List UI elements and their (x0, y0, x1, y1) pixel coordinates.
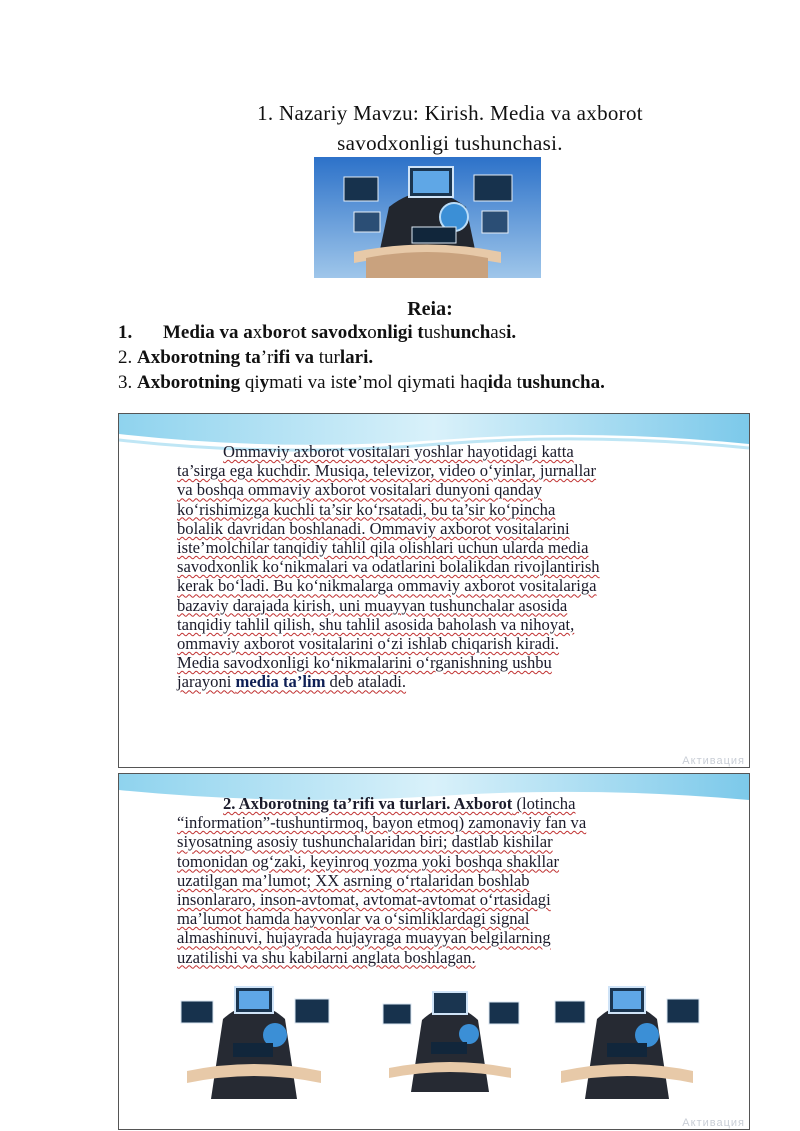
text-segment: t (417, 322, 424, 343)
slide-1-line: va boshqa ommaviy axborot vositalari dunyoni qanday (177, 480, 542, 500)
text-segment: bor (262, 322, 291, 343)
media-technology-illustration-icon (314, 157, 541, 278)
text-segment: savodx (311, 322, 368, 343)
slide-2-line: almashinuvi, hujayrada hujayraga muayyan belgilarning (177, 928, 551, 948)
watermark: Активация (682, 1117, 745, 1129)
text-segment: x (252, 322, 263, 343)
thumbnail-image-3 (547, 979, 707, 1099)
slide-2-line: uzatilishi va shu kabilarni anglata boshlagan. (177, 947, 476, 967)
text-segment: nligi (376, 322, 418, 343)
text-segment: ’ (260, 347, 268, 368)
text-segment: Axborotning (137, 372, 245, 393)
slide-2-line: ma’lumot hamda hayvonlar va o‘simliklardagi signal (177, 909, 530, 929)
text-segment: deb ataladi. (325, 672, 407, 692)
text-segment: o (290, 322, 301, 343)
text-segment: lari. (339, 347, 374, 368)
plan-list (118, 320, 758, 395)
media-technology-thumb-icon (547, 979, 707, 1099)
text-segment: t (300, 322, 312, 343)
text-segment: (lotincha (512, 794, 576, 813)
text-segment: mati va ist (269, 372, 349, 393)
slide-2-line: “information”-tushuntirmoq, bayon etmoq) zamonaviy fan va (177, 813, 587, 833)
text-segment: a t (503, 372, 522, 393)
plan-item-text (163, 322, 516, 343)
slide-1-line: Ommaviy axborot vositalari yoshlar hayotidagi katta (223, 442, 574, 461)
text-segment: jarayoni (177, 672, 236, 692)
plan-item-text (137, 372, 605, 393)
document-title (0, 98, 800, 158)
slide-1-last-line (177, 672, 737, 691)
slide-2-line: siyosatning asosiy tushunchalaridan biri; dastlab kishilar (177, 832, 553, 852)
text-segment: tur (318, 347, 340, 368)
title-line-1: 1. Nazariy Mavzu: Kirish. Media va axborot (257, 101, 643, 125)
slide-1-line: iste’molchilar tanqidiy tahlil qila olishlari uchun ularda media (177, 538, 589, 558)
slide-2-text (177, 794, 737, 967)
slide-2-line (177, 794, 737, 813)
text-segment: ushuncha. (521, 372, 605, 393)
plan-item-1 (118, 320, 758, 345)
plan-heading: Reia: (407, 298, 453, 320)
text-segment: unch (450, 322, 491, 343)
plan-item-number: 1. (118, 322, 133, 343)
slide-2-line: insonlararo, inson-avtomat, avtomat-avtomat o‘rtasidagi (177, 890, 551, 910)
slide-1-line: savodxonlik ko‘nikmalari va odatlarini bolalikdan rivojlantirish (177, 557, 600, 577)
plan-item-number: 3. (118, 372, 133, 393)
media-technology-thumb-icon (375, 984, 525, 1092)
term-media-talim: media ta’lim (235, 672, 326, 692)
thumbnail-image-2 (375, 984, 525, 1092)
slide-2-heading: 2. Axborotning ta’rifi va turlari. Axborot (223, 794, 513, 813)
slide-1-line: tanqidiy tahlil qilish, shu tahlil asosida baholash va nihoyat, (177, 614, 575, 634)
text-segment: qi (244, 372, 260, 393)
text-segment: ush (423, 322, 451, 343)
slide-1-line: ko‘rishimizga kuchli ta’sir ko‘rsatadi, bu ta’sir ko‘pincha (177, 499, 556, 519)
slide-media-literacy (118, 413, 750, 768)
slide-1-text (177, 442, 737, 692)
slide-2-line: tomonidan og‘zaki, keyinroq yozma yoki boshqa shakllar (177, 851, 560, 871)
title-line-2: savodxonligi tushunchasi. (337, 131, 563, 155)
text-segment: y (259, 372, 270, 393)
text-segment: as (490, 322, 507, 343)
text-segment: Media va a (163, 322, 253, 343)
thumbnail-image-1 (171, 979, 337, 1099)
slide-1-line: ommaviy axborot vositalarini o‘zi ishlab chiqarish kiradi. (177, 634, 560, 654)
slide-1-line: bazaviy darajada kirish, uni muayyan tushunchalar asosida (177, 595, 568, 615)
text-segment: id (487, 372, 504, 393)
slide-2-line: uzatilgan ma’lumot; XX asrning o‘rtalaridan boshlab (177, 870, 530, 890)
slide-1-line: bolalik davridan boshlanadi. Ommaviy axborot vositalarini (177, 518, 570, 538)
plan-item-number: 2. (118, 347, 133, 368)
plan-item-2 (118, 345, 758, 370)
text-segment: Axborotning ta (137, 347, 261, 368)
watermark: Активация (682, 755, 745, 767)
slide-1-line: ta’sirga ega kuchdir. Musiqa, televizor, video o‘yinlar, jurnallar (177, 461, 597, 481)
text-segment: o (367, 322, 377, 343)
plan-item-3 (118, 370, 758, 395)
text-segment: i. (506, 322, 517, 343)
slide-1-line: Media savodxonligi ko‘nikmalarini o‘rganishning ushbu (177, 653, 552, 673)
hero-illustration (314, 157, 541, 278)
plan-item-text (137, 347, 373, 368)
slide-information-definition (118, 773, 750, 1130)
text-segment: e (348, 372, 357, 393)
text-segment: r (267, 347, 274, 368)
media-technology-thumb-icon (171, 979, 337, 1099)
text-segment: va (295, 347, 319, 368)
slide-1-line: kerak bo‘ladi. Bu ko‘nikmalarga ommaviy axborot vositalariga (177, 576, 597, 596)
text-segment: ifi (273, 347, 295, 368)
text-segment: ’mol qiymati haq (356, 372, 488, 393)
